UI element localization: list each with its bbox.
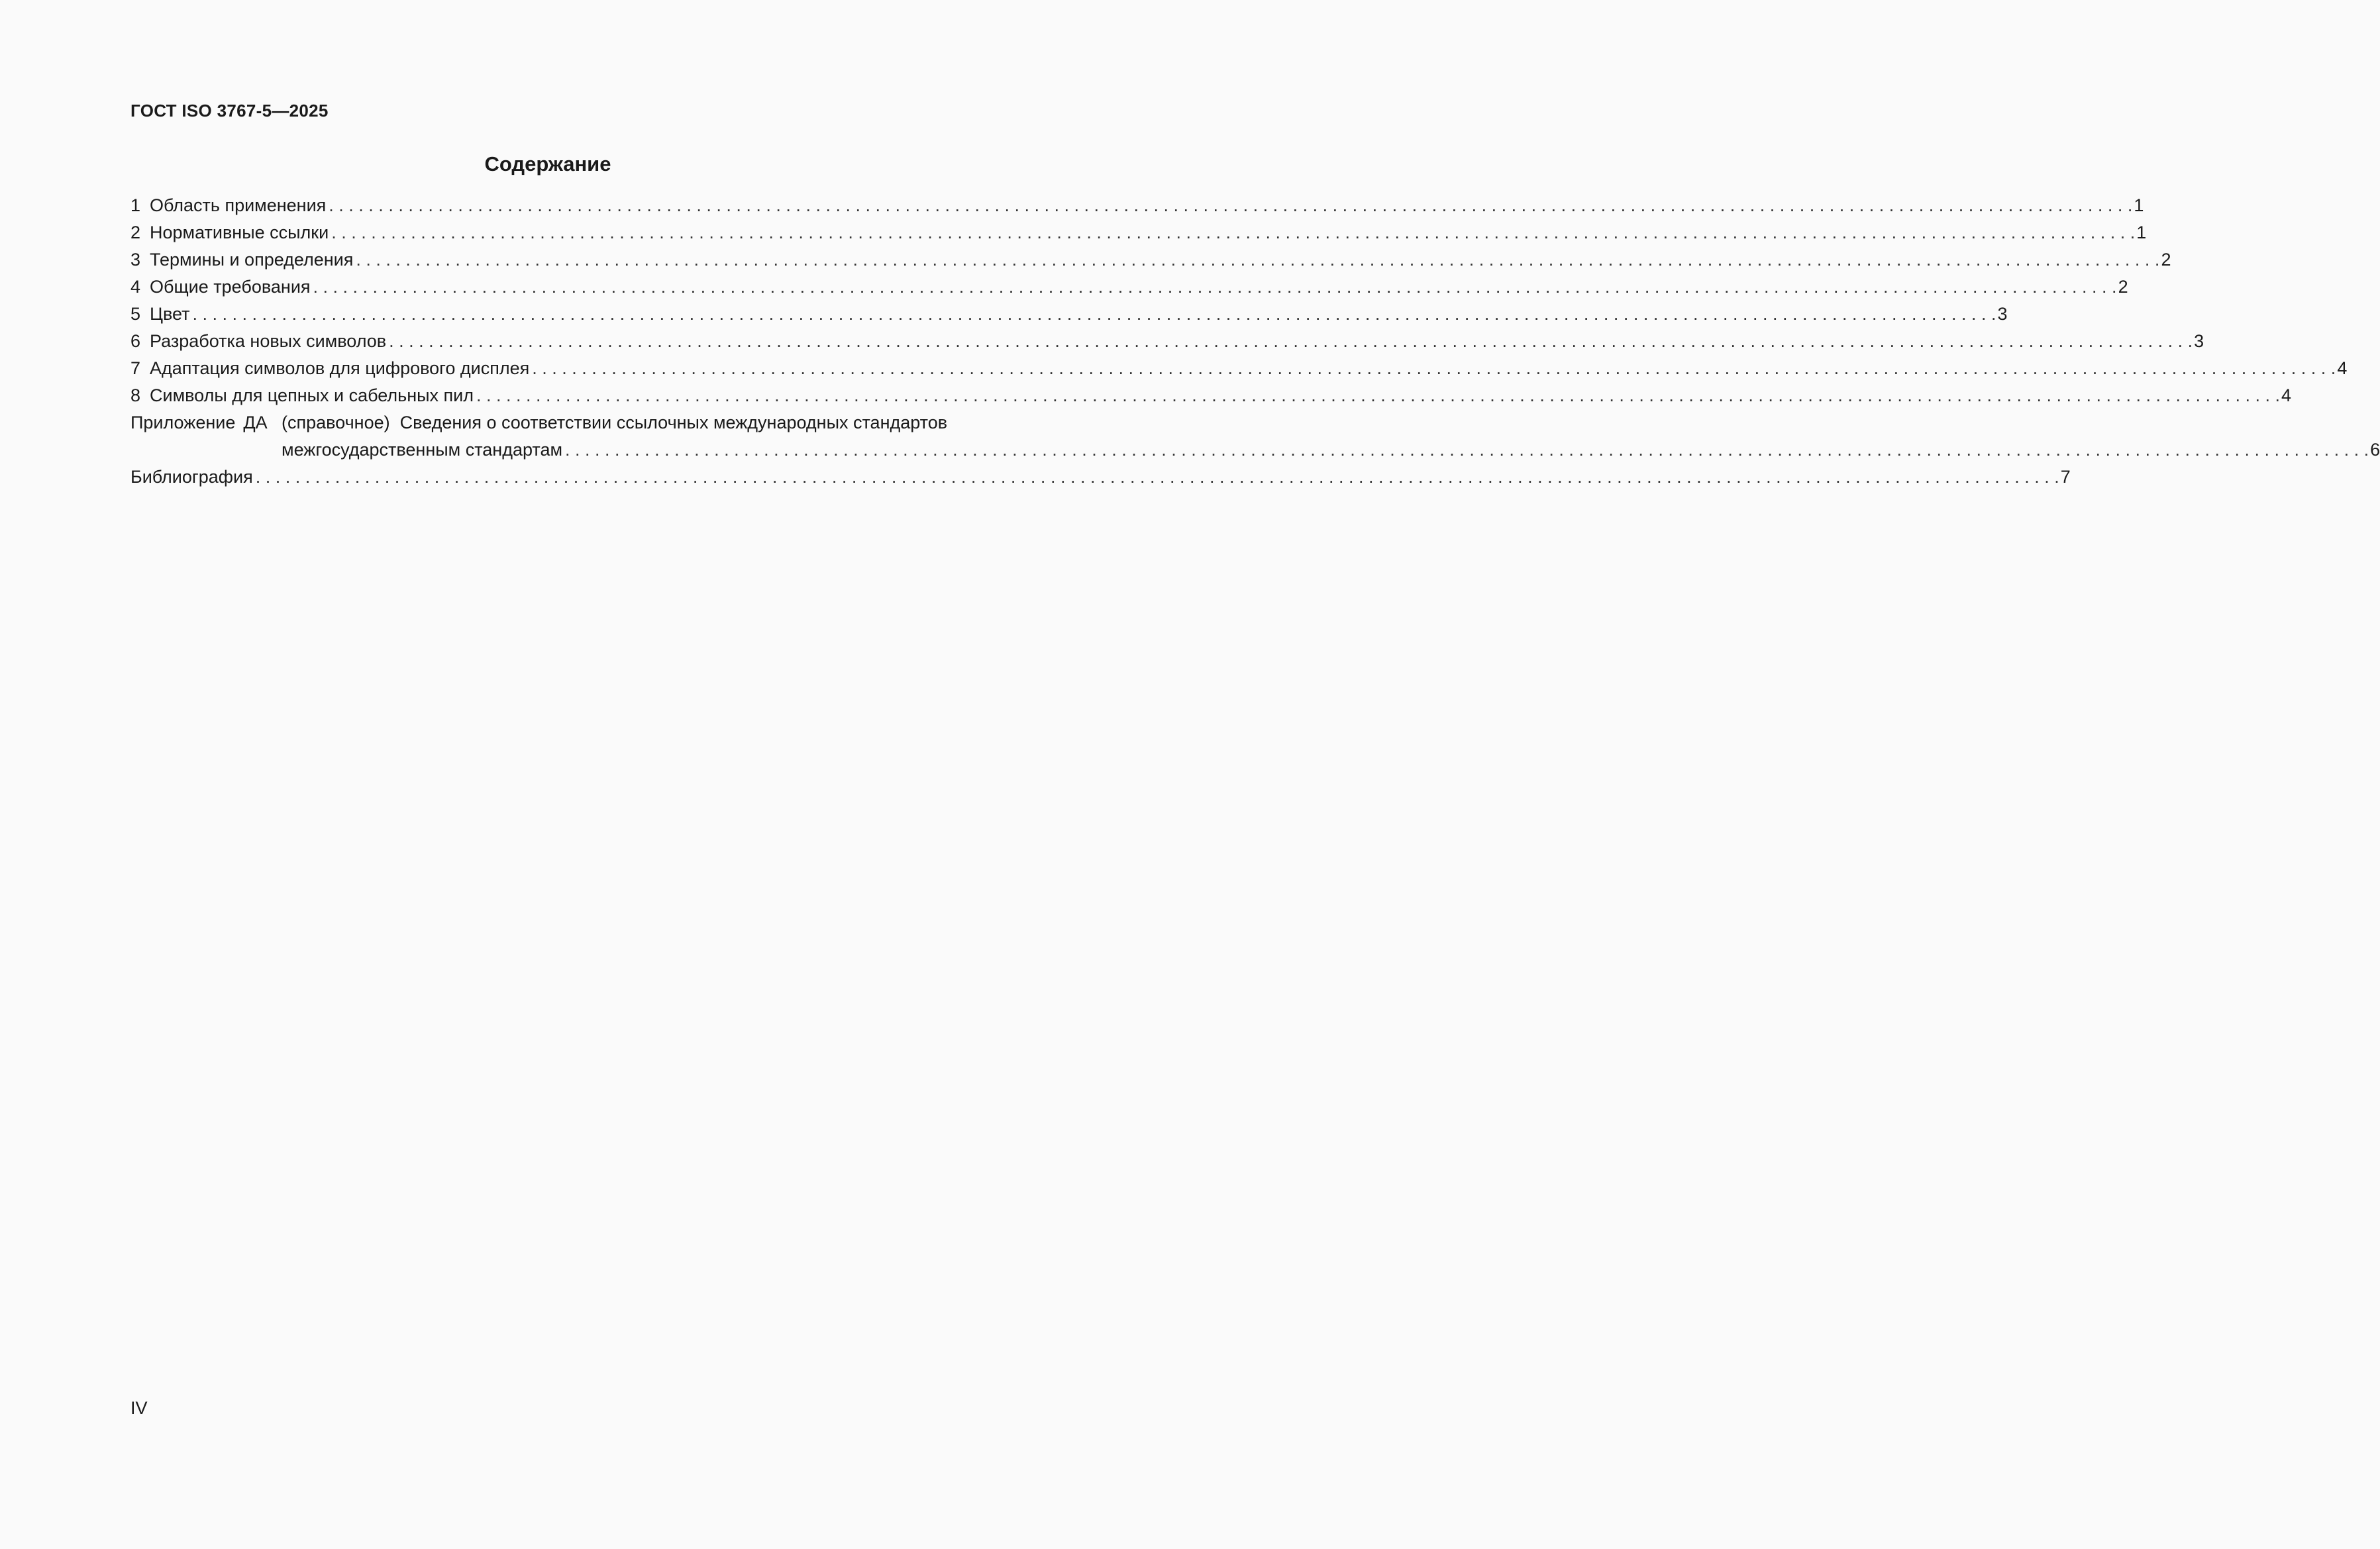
dot-leader: [313, 274, 2117, 301]
dot-leader: [193, 301, 1996, 328]
toc-entry[interactable]: [130, 328, 2204, 355]
toc-entry-number: 5: [130, 304, 141, 324]
toc-entry-number: 3: [130, 250, 141, 270]
toc-entry-page: 3: [1997, 304, 2008, 324]
annex-title-line2: [282, 436, 2380, 464]
toc-entry-title: Общие требования: [150, 277, 311, 297]
page-number: IV: [130, 1398, 148, 1418]
toc-entry-title: Адаптация символов для цифрового дисплея: [150, 358, 530, 378]
toc-entry-page: 2: [2118, 277, 2128, 297]
dot-leader: [565, 436, 2369, 464]
dot-leader: [476, 382, 2280, 409]
toc-entry[interactable]: [130, 301, 2008, 328]
toc-entry-number: 1: [130, 195, 141, 215]
toc-entry-page: 2: [2161, 250, 2171, 270]
annex-label: [130, 409, 282, 436]
annex-title-line1: [282, 409, 2380, 436]
toc-entry[interactable]: [130, 274, 2128, 301]
toc-entry-number: 7: [130, 358, 141, 378]
annex-body: [282, 409, 2380, 464]
annex-word: Приложение: [130, 413, 236, 432]
toc-entry-title: Термины и определения: [150, 250, 354, 270]
annex-letter: ДА: [243, 413, 268, 432]
toc-entry[interactable]: [130, 246, 2171, 274]
toc-entry[interactable]: [130, 382, 2292, 409]
annex-type: (справочное): [282, 413, 390, 432]
toc-title: Содержание: [484, 152, 611, 175]
toc-entry-page: 7: [2060, 467, 2071, 487]
toc-entry-number: 8: [130, 385, 141, 405]
toc-entry[interactable]: [130, 192, 2144, 219]
toc-entry-page: 1: [2136, 223, 2147, 242]
toc-entry[interactable]: [130, 219, 2147, 246]
toc-entry[interactable]: [130, 355, 2348, 382]
toc-bibliography-entry[interactable]: [130, 464, 2071, 491]
table-of-contents: [130, 192, 2380, 491]
toc-entry-number: 4: [130, 277, 141, 297]
toc-entry-number: 2: [130, 223, 141, 242]
annex-title: Сведения о соответствии ссылочных международных стандартов: [399, 413, 948, 432]
toc-entry-page: 4: [2337, 358, 2348, 378]
toc-entry-page: 4: [2281, 385, 2292, 405]
toc-entry-page: 6: [2370, 440, 2380, 460]
toc-entry-title: Цвет: [150, 304, 190, 324]
dot-leader: [256, 464, 2059, 491]
dot-leader: [329, 192, 2132, 219]
toc-entry-page: 3: [2194, 331, 2204, 351]
toc-entry-title: Библиография: [130, 467, 253, 487]
annex-title-continued: межгосударственным стандартам: [282, 440, 563, 460]
toc-annex-entry[interactable]: [130, 409, 2380, 464]
dot-leader: [389, 328, 2193, 355]
dot-leader: [356, 246, 2159, 274]
toc-entry-title: Область применения: [150, 195, 327, 215]
toc-entry-title: Разработка новых символов: [150, 331, 387, 351]
toc-entry-title: Символы для цепных и сабельных пил: [150, 385, 474, 405]
document-code: ГОСТ ISO 3767-5—2025: [130, 101, 329, 121]
toc-entry-number: 6: [130, 331, 141, 351]
dot-leader: [331, 219, 2135, 246]
dot-leader: [532, 355, 2336, 382]
toc-entry-title: Нормативные ссылки: [150, 223, 329, 242]
toc-entry-page: 1: [2134, 195, 2144, 215]
